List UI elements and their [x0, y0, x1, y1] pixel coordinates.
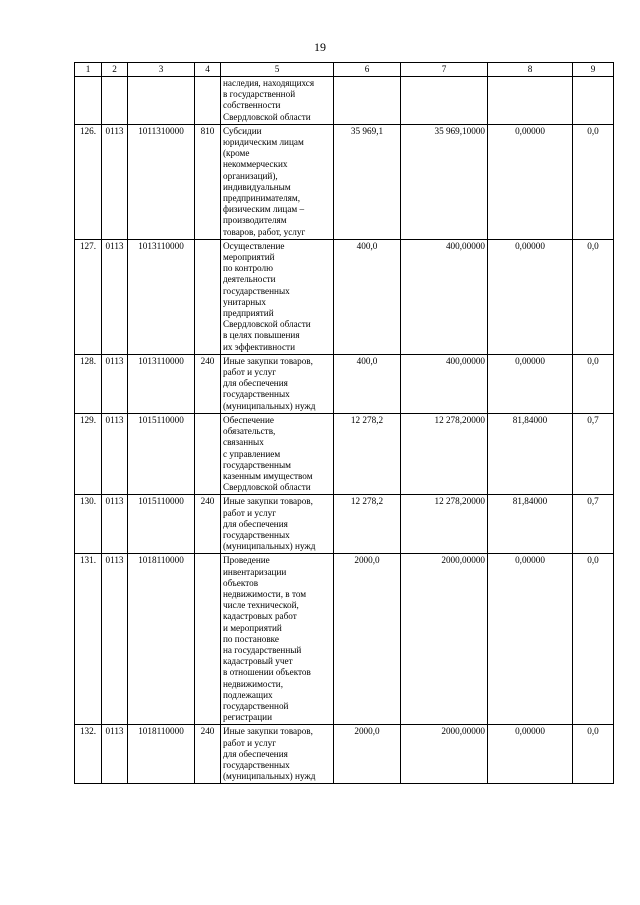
col-header-5: 5	[221, 63, 334, 77]
table-row	[75, 354, 614, 413]
section-code: 0113	[102, 495, 128, 554]
value-col8: 0,00000	[488, 124, 573, 239]
target-article-code: 1015110000	[128, 413, 195, 494]
value-col7	[401, 77, 488, 125]
col-header-4: 4	[195, 63, 221, 77]
col-header-8: 8	[488, 63, 573, 77]
row-number: 131.	[75, 554, 102, 725]
expense-type-code: 240	[195, 725, 221, 784]
col-header-9: 9	[573, 63, 614, 77]
row-number: 126.	[75, 124, 102, 239]
item-name: Иные закупки товаров, работ и услуг для обеспечения государственных (муниципальных) нужд	[221, 725, 334, 784]
section-code: 0113	[102, 354, 128, 413]
value-col8: 0,00000	[488, 725, 573, 784]
value-col8: 0,00000	[488, 354, 573, 413]
expense-type-code	[195, 77, 221, 125]
page-number: 19	[314, 40, 326, 54]
expense-type-code: 240	[195, 354, 221, 413]
item-name: Иные закупки товаров, работ и услуг для обеспечения государственных (муниципальных) нужд	[221, 354, 334, 413]
target-article-code	[128, 77, 195, 125]
section-code: 0113	[102, 413, 128, 494]
value-col9: 0,0	[573, 239, 614, 354]
expense-type-code: 810	[195, 124, 221, 239]
table-row	[75, 725, 614, 784]
value-col9: 0,0	[573, 124, 614, 239]
target-article-code: 1013110000	[128, 239, 195, 354]
value-col8: 81,84000	[488, 495, 573, 554]
col-header-7: 7	[401, 63, 488, 77]
value-col6: 400,0	[334, 239, 401, 354]
col-header-6: 6	[334, 63, 401, 77]
value-col9: 0,7	[573, 413, 614, 494]
value-col6: 12 278,2	[334, 495, 401, 554]
target-article-code: 1015110000	[128, 495, 195, 554]
item-name: Субсидии юридическим лицам (кроме некоммерческих организаций), индивидуальным предпринимателям, физическим лицам – производителям товаров, работ, услуг	[221, 124, 334, 239]
col-header-3: 3	[128, 63, 195, 77]
section-code	[102, 77, 128, 125]
target-article-code: 1011310000	[128, 124, 195, 239]
section-code: 0113	[102, 554, 128, 725]
section-code: 0113	[102, 124, 128, 239]
table-row	[75, 495, 614, 554]
value-col8: 0,00000	[488, 554, 573, 725]
value-col8	[488, 77, 573, 125]
value-col7: 2000,00000	[401, 725, 488, 784]
section-code: 0113	[102, 239, 128, 354]
expense-type-code	[195, 413, 221, 494]
col-header-1: 1	[75, 63, 102, 77]
expense-type-code	[195, 554, 221, 725]
header-row	[75, 63, 614, 77]
value-col6: 12 278,2	[334, 413, 401, 494]
table-row	[75, 124, 614, 239]
value-col6: 2000,0	[334, 554, 401, 725]
item-name: Проведение инвентаризации объектов недвижимости, в том числе технической, кадастровых работ и мероприятий по постановке на государственный кадастровый учет в отношении объектов недвижимости, подлежащих государственной регистрации	[221, 554, 334, 725]
value-col8: 81,84000	[488, 413, 573, 494]
value-col7: 2000,00000	[401, 554, 488, 725]
value-col7: 35 969,10000	[401, 124, 488, 239]
table-row	[75, 239, 614, 354]
table-row	[75, 77, 614, 125]
item-name: Обеспечение обязательств, связанных с управлением государственным казенным имуществом Свердловской области	[221, 413, 334, 494]
row-number: 129.	[75, 413, 102, 494]
target-article-code: 1013110000	[128, 354, 195, 413]
value-col6: 35 969,1	[334, 124, 401, 239]
value-col9: 0,0	[573, 354, 614, 413]
row-number: 128.	[75, 354, 102, 413]
row-number: 132.	[75, 725, 102, 784]
value-col8: 0,00000	[488, 239, 573, 354]
value-col7: 12 278,20000	[401, 495, 488, 554]
expense-type-code: 240	[195, 495, 221, 554]
target-article-code: 1018110000	[128, 725, 195, 784]
value-col6: 400,0	[334, 354, 401, 413]
value-col9: 0,0	[573, 554, 614, 725]
row-number	[75, 77, 102, 125]
value-col9: 0,7	[573, 495, 614, 554]
item-name: Осуществление мероприятий по контролю деятельности государственных унитарных предприятий Свердловской области в целях повышения их эффективности	[221, 239, 334, 354]
section-code: 0113	[102, 725, 128, 784]
col-header-2: 2	[102, 63, 128, 77]
table-row	[75, 554, 614, 725]
row-number: 127.	[75, 239, 102, 354]
value-col6: 2000,0	[334, 725, 401, 784]
value-col9	[573, 77, 614, 125]
table-row	[75, 413, 614, 494]
item-name: Иные закупки товаров, работ и услуг для обеспечения государственных (муниципальных) нужд	[221, 495, 334, 554]
value-col7: 12 278,20000	[401, 413, 488, 494]
value-col6	[334, 77, 401, 125]
budget-table	[74, 62, 614, 784]
value-col7: 400,00000	[401, 239, 488, 354]
row-number: 130.	[75, 495, 102, 554]
item-name: наследия, находящихся в государственной собственности Свердловской области	[221, 77, 334, 125]
value-col7: 400,00000	[401, 354, 488, 413]
value-col9: 0,0	[573, 725, 614, 784]
expense-type-code	[195, 239, 221, 354]
target-article-code: 1018110000	[128, 554, 195, 725]
